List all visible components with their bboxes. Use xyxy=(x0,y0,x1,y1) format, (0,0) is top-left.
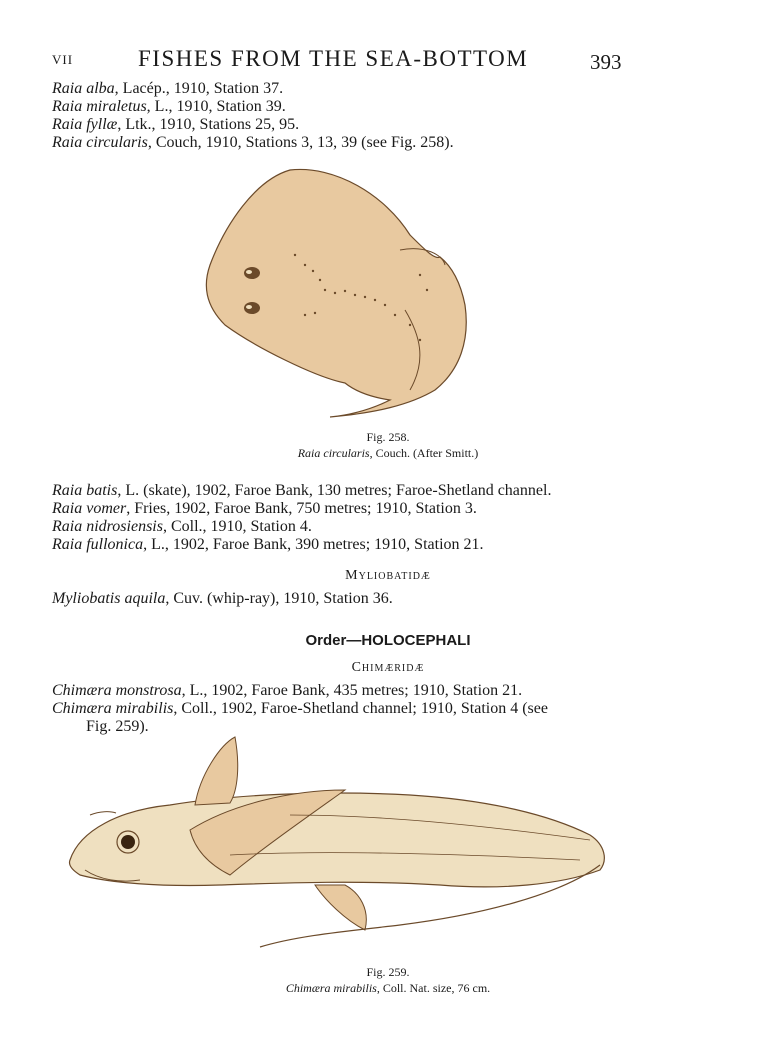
figure-258-label: Fig. 258. xyxy=(366,430,410,444)
species-entry: Raia fullonica, L., 1902, Faroe Bank, 390 metres; 1910, Station 21. xyxy=(52,536,484,553)
species-entry: Raia vomer, Fries, 1902, Faroe Bank, 750 metres; 1910, Station 3. xyxy=(52,500,477,517)
species-entry: Raia batis, L. (skate), 1902, Faroe Bank, 130 metres; Faroe-Shetland channel. xyxy=(52,482,552,499)
family-heading-myliobatidae: Myliobatidæ xyxy=(345,568,431,583)
page-title: FISHES FROM THE SEA-BOTTOM xyxy=(138,46,529,71)
species-entry: Raia fyllæ, Ltk., 1910, Stations 25, 95. xyxy=(52,116,300,133)
species-entry: Raia circularis, Couch, 1910, Stations 3, 13, 39 (see Fig. 258). xyxy=(52,134,454,151)
figure-259-caption: Chimæra mirabilis, Coll. Nat. size, 76 cm. xyxy=(285,981,491,995)
species-entry-continuation: Fig. 259). xyxy=(86,718,149,735)
family-heading-chimaeridae: Chimæridæ xyxy=(351,660,425,675)
species-entry: Chimæra monstrosa, L., 1902, Faroe Bank, 435 metres; 1910, Station 21. xyxy=(52,682,523,699)
species-entry: Chimæra mirabilis, Coll., 1902, Faroe-Shetland channel; 1910, Station 4 (see xyxy=(52,700,548,717)
figure-259-label: Fig. 259. xyxy=(366,965,410,979)
chimaera-illustration xyxy=(60,735,620,955)
species-entry: Raia alba, Lacép., 1910, Station 37. xyxy=(52,80,284,97)
species-entry: Raia nidrosiensis, Coll., 1910, Station 4. xyxy=(52,518,312,535)
chapter-number: VII xyxy=(52,52,74,67)
ray-illustration xyxy=(195,165,495,425)
order-heading: Order—HOLOCEPHALI xyxy=(305,632,471,649)
species-entry: Raia miraletus, L., 1910, Station 39. xyxy=(52,98,286,115)
figure-258-caption: Raia circularis, Couch. (After Smitt.) xyxy=(297,446,479,460)
page-number: 393 xyxy=(590,50,622,74)
species-entry: Myliobatis aquila, Cuv. (whip-ray), 1910, Station 36. xyxy=(52,590,393,607)
